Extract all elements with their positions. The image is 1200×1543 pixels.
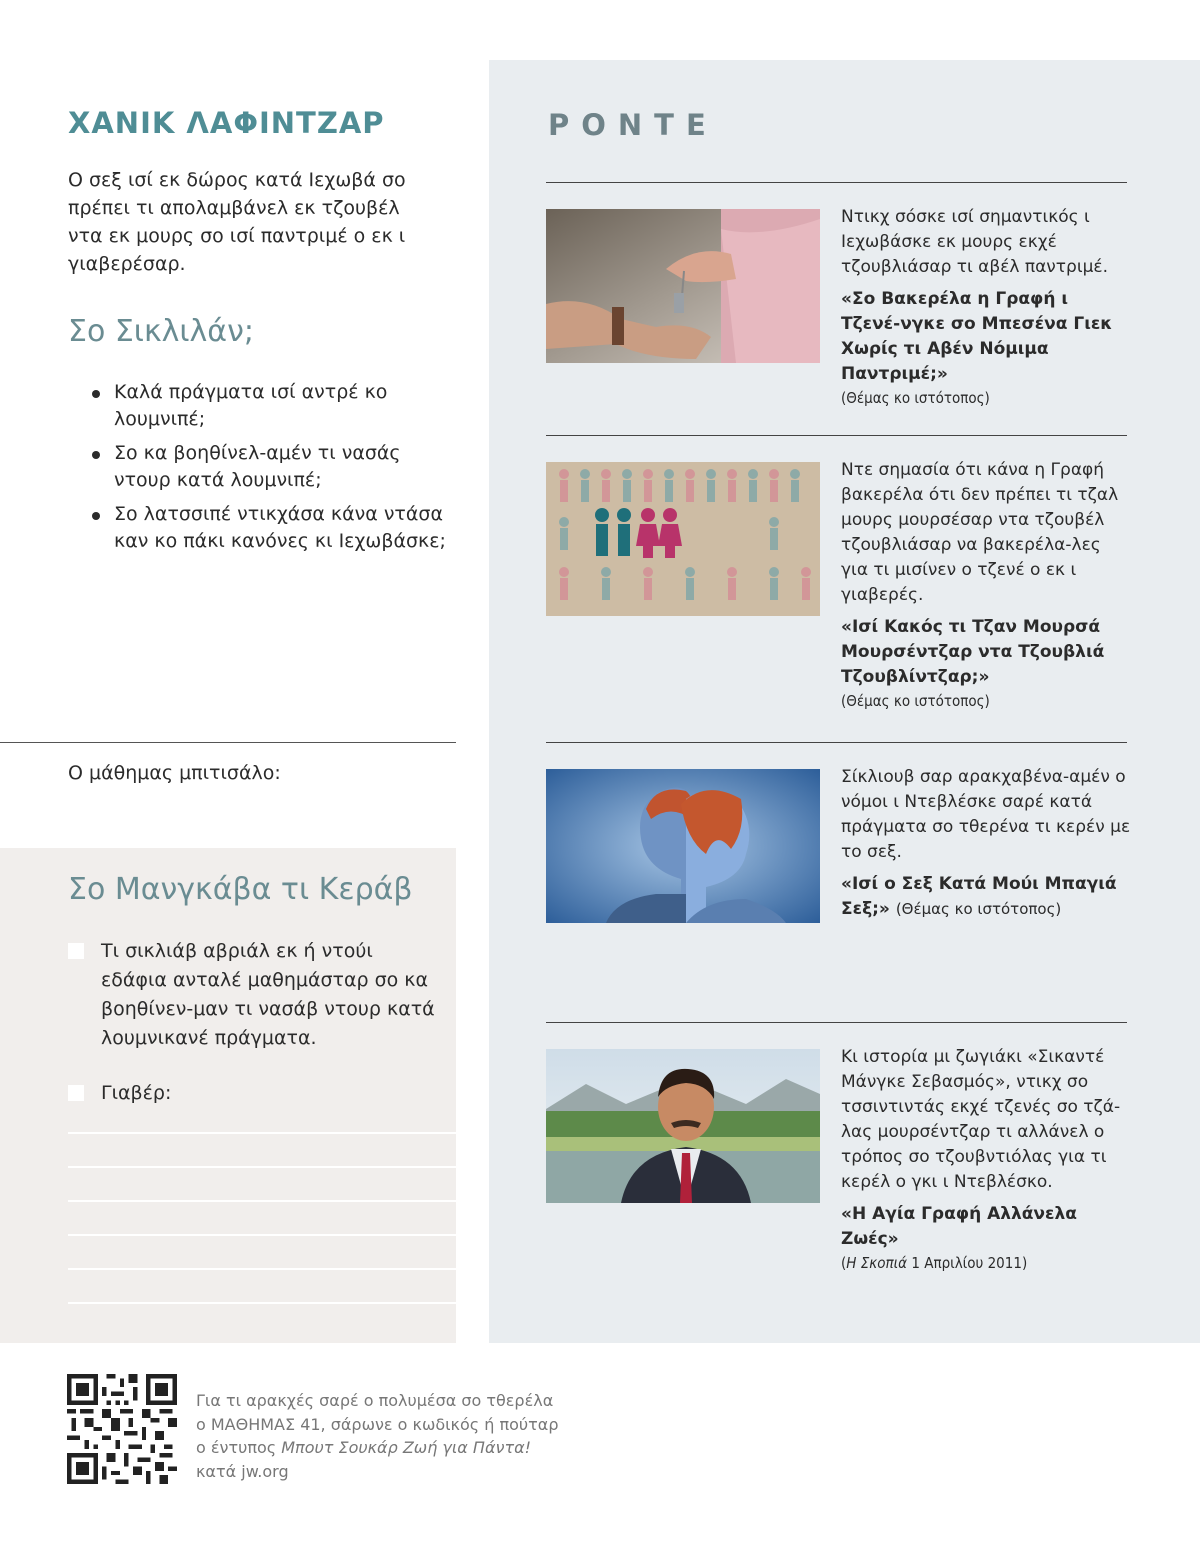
write-line[interactable]: [68, 1268, 456, 1270]
source-label: (Θέμας κο ιστότοπος): [895, 900, 1062, 918]
task-heading: Σο Μανγκάβα τι Κεράβ: [68, 872, 413, 907]
card-text: [841, 1045, 1131, 1274]
list-item: Σο κα βοηθίνελ-αμέν τι νασάς ντουρ κατά λουμνιπέ;: [92, 440, 452, 494]
footer-line: Για τι αρακχές σαρέ ο πολυμέσα σο τθερέλα: [196, 1391, 554, 1410]
publication-date: 1 Απριλίου 2011: [911, 1254, 1022, 1272]
list-item: Σο λατσσιπέ ντικχάσα κάνα ντάσα καν κο πάκι κανόνες κι Ιεχωβάσκε;: [92, 501, 452, 555]
task-item-read-verses: [68, 937, 438, 1053]
divider: [546, 182, 1127, 183]
article-link[interactable]: «Η Αγία Γραφή Αλλάνελα Ζωές»: [841, 1204, 1077, 1249]
article-title: «Ισί ο Σεξ Κατά Μούι Μπαγιά Σεξ;»: [841, 874, 1117, 919]
source-label: (Θέμας κο ιστότοπος): [841, 389, 990, 407]
divider: [546, 1022, 1127, 1023]
publication-title: Μπουτ Σουκάρ Ζωή για Πάντα!: [281, 1438, 532, 1457]
card-description: Ντικχ σόσκε ισί σημαντικός ι Ιεχωβάσκε εκ μουρς εκχέ τζουβλιάσαρ τι αβέλ παντριμέ.: [841, 207, 1108, 277]
section-heading-questions: ΧΑΝΙΚ ΛΑΦΙΝΤΖΑΡ: [68, 106, 385, 140]
write-line[interactable]: [68, 1132, 456, 1134]
divider: [0, 742, 456, 743]
card-description: Σίκλιουβ σαρ αρακχαβένα-αμέν ο νόμοι ι Ντεβλέσκε σαρέ κατά πράγματα σο τθερένα τι κερέν με το σεξ.: [841, 767, 1131, 862]
task-item-other: [68, 1079, 438, 1108]
write-line[interactable]: [68, 1234, 456, 1236]
divider: [546, 435, 1127, 436]
card-text: [841, 458, 1131, 712]
publication-name: Η Σκοπιά: [846, 1254, 908, 1272]
write-line[interactable]: [68, 1166, 456, 1168]
footer-link[interactable]: κατά jw.org: [196, 1461, 289, 1481]
hand-giving-keys-image: [546, 209, 820, 363]
card-description: Κι ιστορία μι ζωγιάκι «Σικαντέ Μάνγκε Σεβασμός», ντικχ σο τσσιντιντάς εκχέ τζενές σο τζά-λας μουρσέντζαρ τι αλλάνελ ο τρόπος σο τζουβντιόλας για τι κερέλ ο γκι ι Ντεβλέσκο.: [841, 1047, 1121, 1192]
footer-note: [196, 1389, 596, 1483]
qr-code-icon[interactable]: [67, 1374, 177, 1484]
hand-giving-keys-photo[interactable]: [546, 209, 820, 363]
write-line[interactable]: [68, 1200, 456, 1202]
source-label: (Η Σκοπιά 1 Απριλίου 2011): [841, 1254, 1028, 1272]
man-woman-image: [546, 769, 820, 923]
card-text: [841, 205, 1131, 409]
article-link[interactable]: «Ισί Κακός τι Τζαν Μουρσά Μουρσέντζαρ ντα Τζουβλιά Τζουβλίντζαρ;»: [841, 617, 1105, 687]
task-item-text: Τι σικλιάβ αβριάλ εκ ή ντούι εδάφια ανταλέ μαθημάσταρ σο κα βοηθίνεν-μαν τι νασάβ ντουρ κατά λουμνικανέ πράγματα.: [101, 940, 435, 1049]
list-item: Καλά πράγματα ισί αντρέ κο λουμνιπέ;: [92, 379, 452, 433]
checkbox[interactable]: [68, 943, 84, 959]
footer-line: [196, 1436, 596, 1460]
article-link[interactable]: [841, 872, 1131, 922]
what-will-we-learn-heading: Σο Σικλιλάν;: [68, 314, 254, 349]
checkbox[interactable]: [68, 1085, 84, 1101]
divider: [546, 742, 1127, 743]
intro-paragraph: Ο σεξ ισί εκ δώρος κατά Ιεχωβά σο πρέπει τι απολαμβάνελ εκ τζουβέλ ντα εκ μουρς σο ισί παντριμέ ο εκ ι γιαβερέσαρ.: [68, 169, 406, 275]
article-link[interactable]: «Σο Βακερέλα η Γραφή ι Τζενέ-νγκε σο Μπεσένα Γιεκ Χωρίς τι Αβέν Νόμιμα Παντριμέ;»: [841, 289, 1113, 384]
explore-heading: ΡΟΝΤΕ: [548, 108, 718, 142]
footer-prefix: ο έντυπος: [196, 1438, 282, 1457]
lesson-completed-label: Ο μάθημας μπιτισάλο:: [68, 762, 281, 784]
people-pattern-illustration[interactable]: [546, 462, 820, 616]
man-woman-silhouette-illustration[interactable]: [546, 769, 820, 923]
card-text: [841, 765, 1131, 922]
man-portrait-photo[interactable]: [546, 1049, 820, 1203]
task-item-text: Γιαβέρ:: [101, 1082, 172, 1104]
learning-questions-list: [92, 379, 452, 562]
source-label: (Θέμας κο ιστότοπος): [841, 692, 990, 710]
card-description: Ντε σημασία ότι κάνα η Γραφή βακερέλα ότι δεν πρέπει τι τζαλ μουρς μουρσέσαρ ντα τζουβέλ τζουβλιάσαρ να βακερέλα-λες για τι μισίνεν ο τζενέ ο εκ ι γιαβερές.: [841, 460, 1119, 605]
man-portrait-image: [546, 1049, 820, 1203]
people-pattern-image: [546, 462, 820, 616]
write-line[interactable]: [68, 1302, 456, 1304]
footer-line: ο ΜΑΘΗΜΑΣ 41, σάρωνε ο κωδικός ή πούταρ: [196, 1414, 559, 1434]
